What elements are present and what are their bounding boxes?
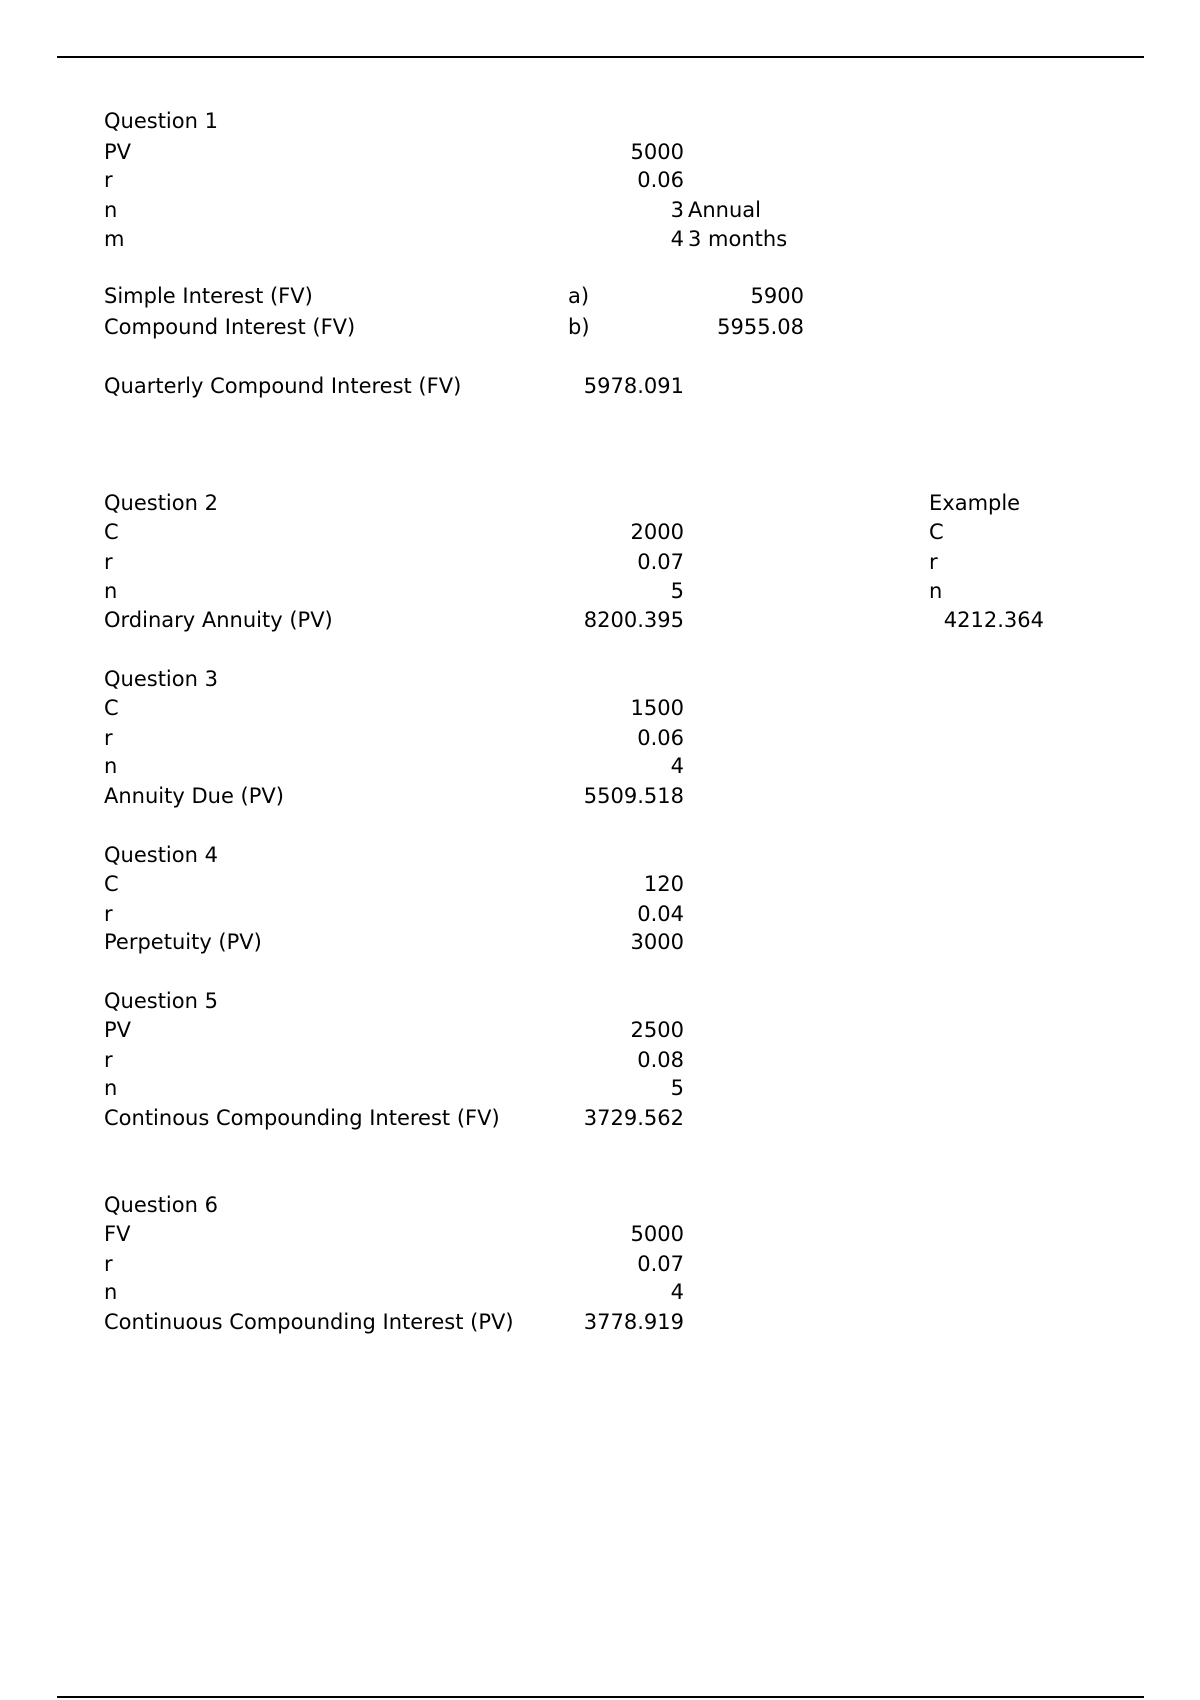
q6-title: Question 6 (104, 1193, 218, 1217)
q1-compound-value: 5955.08 (717, 315, 804, 339)
q6-fv-label: FV (104, 1222, 131, 1246)
q1-m-value: 4 (670, 227, 684, 251)
q3-title: Question 3 (104, 667, 218, 691)
q1-n-value: 3 (670, 198, 684, 222)
q1-r-value: 0.06 (637, 168, 684, 192)
q2-c-label: C (104, 520, 119, 544)
q1-m-label: m (104, 227, 125, 251)
q3-r-value: 0.06 (637, 726, 684, 750)
q3-c-value: 1500 (630, 696, 684, 720)
q1-pv-value: 5000 (630, 140, 684, 164)
q4-c-value: 120 (643, 872, 684, 896)
q2-n-label: n (104, 579, 118, 603)
q5-r-label: r (104, 1048, 113, 1072)
q2-c-value: 2000 (630, 520, 684, 544)
example-n-label: n (929, 579, 943, 603)
q5-pv-value: 2500 (630, 1018, 684, 1042)
q6-result-label: Continuous Compounding Interest (PV) (104, 1310, 514, 1334)
q5-title: Question 5 (104, 989, 218, 1013)
q2-result-label: Ordinary Annuity (PV) (104, 608, 333, 632)
q5-result-label: Continous Compounding Interest (FV) (104, 1106, 500, 1130)
q2-n-value: 5 (670, 579, 684, 603)
q1-simple-value: 5900 (750, 284, 804, 308)
q3-result-label: Annuity Due (PV) (104, 784, 284, 808)
q5-pv-label: PV (104, 1018, 132, 1042)
q6-r-value: 0.07 (637, 1252, 684, 1276)
q1-title: Question 1 (104, 109, 218, 133)
q6-r-label: r (104, 1252, 113, 1276)
q3-n-value: 4 (670, 754, 684, 778)
example-r-label: r (929, 550, 938, 574)
q1-compound-label: Compound Interest (FV) (104, 315, 356, 339)
q2-result-value: 8200.395 (583, 608, 684, 632)
q1-r-label: r (104, 168, 113, 192)
top-rule (57, 56, 1144, 58)
q4-r-label: r (104, 902, 113, 926)
q6-n-value: 4 (670, 1280, 684, 1304)
q1-n-label: n (104, 198, 118, 222)
q3-r-label: r (104, 726, 113, 750)
q3-result-value: 5509.518 (583, 784, 684, 808)
q4-result-value: 3000 (630, 930, 684, 954)
q1-quarterly-value: 5978.091 (583, 374, 684, 398)
example-result-value: 4212.364 (943, 608, 1044, 632)
q1-compound-tag: b) (568, 315, 590, 339)
q3-n-label: n (104, 754, 118, 778)
q3-c-label: C (104, 696, 119, 720)
q1-quarterly-label: Quarterly Compound Interest (FV) (104, 374, 462, 398)
q2-r-label: r (104, 550, 113, 574)
bottom-rule (57, 1696, 1144, 1698)
q5-n-value: 5 (670, 1076, 684, 1100)
q1-n-note: Annual (688, 198, 761, 222)
q1-simple-tag: a) (568, 284, 590, 308)
q4-result-label: Perpetuity (PV) (104, 930, 262, 954)
example-title: Example (929, 491, 1021, 515)
q6-fv-value: 5000 (630, 1222, 684, 1246)
q5-r-value: 0.08 (637, 1048, 684, 1072)
q1-m-note: 3 months (688, 227, 788, 251)
q4-c-label: C (104, 872, 119, 896)
q1-pv-label: PV (104, 140, 132, 164)
q5-n-label: n (104, 1076, 118, 1100)
q6-result-value: 3778.919 (583, 1310, 684, 1334)
example-c-label: C (929, 520, 944, 544)
q4-title: Question 4 (104, 843, 218, 867)
q1-simple-label: Simple Interest (FV) (104, 284, 313, 308)
q4-r-value: 0.04 (637, 902, 684, 926)
q2-title: Question 2 (104, 491, 218, 515)
q5-result-value: 3729.562 (583, 1106, 684, 1130)
q6-n-label: n (104, 1280, 118, 1304)
q2-r-value: 0.07 (637, 550, 684, 574)
